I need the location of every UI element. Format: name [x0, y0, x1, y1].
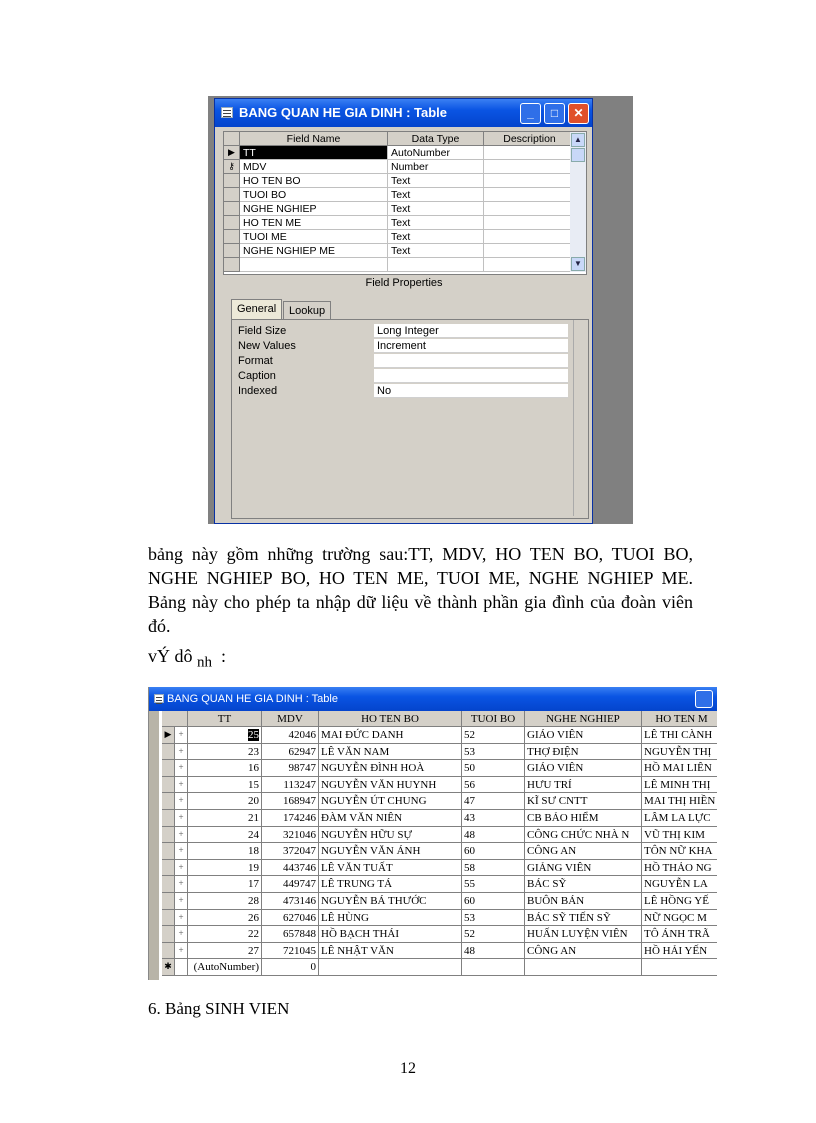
expand-icon[interactable]: +	[175, 744, 188, 761]
expand-icon[interactable]: +	[175, 777, 188, 794]
field-type-cell[interactable]: Number	[388, 160, 484, 174]
cell-nghe-nghiep[interactable]: BÁC SỸ	[525, 876, 642, 893]
field-row[interactable]	[224, 202, 576, 216]
cell-tuoi-bo[interactable]: 53	[462, 910, 525, 927]
maximize-button[interactable]: □	[544, 103, 565, 124]
cell-tt[interactable]: 28	[188, 893, 262, 910]
field-name-cell[interactable]: NGHE NGHIEP	[240, 202, 388, 216]
field-row[interactable]	[224, 146, 576, 160]
cell-tt[interactable]: 19	[188, 860, 262, 877]
cell-mdv[interactable]: 627046	[262, 910, 319, 927]
column-header[interactable]: Data Type	[388, 132, 484, 146]
field-description-cell[interactable]	[484, 146, 576, 160]
cell-mdv[interactable]: 168947	[262, 793, 319, 810]
property-value[interactable]: Increment	[374, 339, 568, 353]
cell-mdv[interactable]: 473146	[262, 893, 319, 910]
table-icon	[221, 107, 233, 118]
cell-tt[interactable]: 20	[188, 793, 262, 810]
row-selector[interactable]	[162, 810, 175, 827]
cell-mdv[interactable]: 449747	[262, 876, 319, 893]
design-view-screenshot	[208, 96, 633, 524]
column-header[interactable]: HO TEN M	[642, 711, 717, 727]
cell-nghe-nghiep[interactable]	[525, 959, 642, 976]
properties-panel	[231, 319, 589, 519]
property-label: Field Size	[238, 325, 287, 337]
table-icon	[154, 694, 164, 703]
cell-ho-ten-me[interactable]: MAI THỊ HIỀN	[642, 793, 717, 810]
cell-nghe-nghiep[interactable]: CB BẢO HIỂM	[525, 810, 642, 827]
cell-mdv[interactable]: 372047	[262, 843, 319, 860]
field-description-cell[interactable]	[484, 188, 576, 202]
field-row[interactable]	[224, 216, 576, 230]
cell-tuoi-bo[interactable]: 47	[462, 793, 525, 810]
field-description-cell[interactable]	[484, 174, 576, 188]
cell-mdv[interactable]: 443746	[262, 860, 319, 877]
property-label: Caption	[238, 370, 276, 382]
selected-value: 25	[248, 729, 259, 741]
cell-ho-ten-me[interactable]: LÊ MINH THỊ	[642, 777, 717, 794]
field-type-cell[interactable]: AutoNumber	[388, 146, 484, 160]
expand-icon[interactable]: +	[175, 926, 188, 943]
example-colon: :	[221, 646, 227, 666]
expand-icon[interactable]: +	[175, 793, 188, 810]
cell-ho-ten-me[interactable]: HỒ MAI LIÊN	[642, 760, 717, 777]
cell-mdv[interactable]: 657848	[262, 926, 319, 943]
field-row[interactable]	[224, 258, 576, 272]
cell-nghe-nghiep[interactable]: CÔNG AN	[525, 943, 642, 960]
expand-icon[interactable]: +	[175, 843, 188, 860]
cell-ho-ten-me[interactable]: NGUYỄN LA	[642, 876, 717, 893]
cell-tt[interactable]: 26	[188, 910, 262, 927]
cell-ho-ten-bo[interactable]: LÊ VĂN TUẤT	[319, 860, 462, 877]
window-edge	[149, 711, 159, 980]
expand-icon[interactable]: +	[175, 760, 188, 777]
close-button[interactable]: ✕	[568, 103, 589, 124]
cell-ho-ten-bo[interactable]: LÊ VĂN NAM	[319, 744, 462, 761]
cell-ho-ten-bo[interactable]: LÊ HÙNG	[319, 910, 462, 927]
cell-tuoi-bo[interactable]: 55	[462, 876, 525, 893]
row-selector-header	[224, 132, 240, 146]
cell-ho-ten-bo[interactable]: NGUYỄN HỮU SỰ	[319, 827, 462, 844]
tab-general[interactable]: General	[231, 299, 282, 320]
cell-tuoi-bo[interactable]: 48	[462, 827, 525, 844]
cell-nghe-nghiep[interactable]: GIẢNG VIÊN	[525, 860, 642, 877]
cell-tuoi-bo[interactable]: 43	[462, 810, 525, 827]
column-header[interactable]: Description	[484, 132, 576, 146]
property-row	[238, 354, 568, 369]
field-name-cell[interactable]: HO TEN BO	[240, 174, 388, 188]
field-name-cell[interactable]: NGHE NGHIEP ME	[240, 244, 388, 258]
cell-ho-ten-me[interactable]: TÔN NỮ KHA	[642, 843, 717, 860]
expand-icon[interactable]: +	[175, 860, 188, 877]
row-selector[interactable]	[224, 174, 240, 188]
property-value[interactable]	[374, 354, 568, 368]
field-row[interactable]	[224, 174, 576, 188]
expand-icon[interactable]: +	[175, 910, 188, 927]
cell-ho-ten-me[interactable]: LÊ HỒNG YẾ	[642, 893, 717, 910]
field-type-cell[interactable]: Text	[388, 216, 484, 230]
field-properties-label: Field Properties	[365, 277, 443, 289]
field-type-cell[interactable]: Text	[388, 188, 484, 202]
cell-ho-ten-bo[interactable]: LÊ TRUNG TÁ	[319, 876, 462, 893]
cell-tuoi-bo[interactable]: 48	[462, 943, 525, 960]
row-selector[interactable]	[162, 744, 175, 761]
cell-ho-ten-me[interactable]: HỒ THẢO NG	[642, 860, 717, 877]
expand-icon[interactable]: +	[175, 893, 188, 910]
row-selector[interactable]	[162, 827, 175, 844]
column-header[interactable]: TT	[188, 711, 262, 727]
current-row-icon[interactable]: ▶	[162, 727, 175, 744]
field-description-cell[interactable]	[484, 202, 576, 216]
cell-tt[interactable]	[188, 727, 262, 744]
cell-tt[interactable]: 23	[188, 744, 262, 761]
cell-tt[interactable]: 27	[188, 943, 262, 960]
cell-tuoi-bo[interactable]: 60	[462, 893, 525, 910]
cell-ho-ten-bo[interactable]: ĐÀM VĂN NIÊN	[319, 810, 462, 827]
property-value[interactable]	[374, 369, 568, 383]
cell-ho-ten-bo[interactable]: NGUYỄN BÁ THƯỚC	[319, 893, 462, 910]
cell-tt[interactable]: 17	[188, 876, 262, 893]
expand-icon[interactable]: +	[175, 810, 188, 827]
column-header[interactable]: MDV	[262, 711, 319, 727]
row-selector[interactable]	[162, 893, 175, 910]
cell-ho-ten-bo[interactable]: NGUYỄN ĐÌNH HOÀ	[319, 760, 462, 777]
row-selector[interactable]	[162, 860, 175, 877]
row-selector[interactable]	[162, 760, 175, 777]
cell-mdv[interactable]: 0	[262, 959, 319, 976]
field-row[interactable]	[224, 188, 576, 202]
row-selector[interactable]	[224, 258, 240, 272]
expand-icon[interactable]	[175, 959, 188, 976]
expand-icon[interactable]: +	[175, 876, 188, 893]
cell-nghe-nghiep[interactable]: GIÁO VIÊN	[525, 760, 642, 777]
field-name-cell[interactable]: TUOI BO	[240, 188, 388, 202]
cell-ho-ten-me[interactable]: HỒ HẢI YẾN	[642, 943, 717, 960]
field-name-cell[interactable]	[240, 258, 388, 272]
expand-icon[interactable]: +	[175, 827, 188, 844]
example-subscript: nh	[197, 654, 212, 671]
expand-icon[interactable]: +	[175, 943, 188, 960]
primary-key-icon[interactable]: ⚷	[224, 160, 240, 174]
property-row	[238, 324, 568, 339]
row-selector[interactable]	[162, 793, 175, 810]
cell-ho-ten-me[interactable]: LÊ THI CÀNH	[642, 727, 717, 744]
properties-scrollbar[interactable]	[573, 320, 588, 516]
window-title: BANG QUAN HE GIA DINH : Table	[239, 105, 448, 120]
page-number: 12	[400, 1060, 416, 1077]
cell-tt[interactable]: 21	[188, 810, 262, 827]
field-description-cell[interactable]	[484, 258, 576, 272]
scroll-down-icon[interactable]: ▼	[571, 257, 585, 271]
field-name-cell[interactable]: TUOI ME	[240, 230, 388, 244]
cell-ho-ten-bo[interactable]: NGUYỄN ÚT CHUNG	[319, 793, 462, 810]
field-description-cell[interactable]	[484, 160, 576, 174]
cell-tt[interactable]: 24	[188, 827, 262, 844]
example-heading	[148, 646, 226, 672]
cell-ho-ten-bo[interactable]	[319, 959, 462, 976]
property-value[interactable]: Long Integer	[374, 324, 568, 338]
row-selector[interactable]	[224, 216, 240, 230]
cell-ho-ten-bo[interactable]: LÊ NHẬT VĂN	[319, 943, 462, 960]
column-header[interactable]: Field Name	[240, 132, 388, 146]
cell-ho-ten-bo[interactable]: NGUYỄN VĂN ÁNH	[319, 843, 462, 860]
cell-tuoi-bo[interactable]: 50	[462, 760, 525, 777]
field-type-cell[interactable]	[388, 258, 484, 272]
minimize-button[interactable]: _	[520, 103, 541, 124]
cell-ho-ten-bo[interactable]: MAI ĐỨC DANH	[319, 727, 462, 744]
minimize-button[interactable]	[695, 690, 713, 708]
row-selector[interactable]	[162, 926, 175, 943]
datasheet-screenshot	[148, 687, 717, 980]
row-selector[interactable]	[162, 943, 175, 960]
field-type-cell[interactable]: Text	[388, 244, 484, 258]
vertical-scrollbar[interactable]	[570, 132, 586, 272]
tab-lookup[interactable]: Lookup	[283, 301, 331, 320]
property-label: Format	[238, 355, 273, 367]
title-bar	[215, 99, 592, 127]
cell-tuoi-bo[interactable]: 53	[462, 744, 525, 761]
cell-nghe-nghiep[interactable]: HUẤN LUYỆN VIÊN	[525, 926, 642, 943]
row-selector[interactable]	[162, 777, 175, 794]
property-label: New Values	[238, 340, 296, 352]
column-header[interactable]: HO TEN BO	[319, 711, 462, 727]
cell-nghe-nghiep[interactable]: BÁC SỸ TIẾN SỸ	[525, 910, 642, 927]
field-type-cell[interactable]: Text	[388, 174, 484, 188]
row-selector[interactable]	[224, 188, 240, 202]
expand-icon[interactable]: +	[175, 727, 188, 744]
cell-ho-ten-bo[interactable]: NGUYỄN VĂN HUYNH	[319, 777, 462, 794]
example-text: vÝ dô	[148, 646, 193, 666]
cell-nghe-nghiep[interactable]: KĨ SƯ CNTT	[525, 793, 642, 810]
field-row[interactable]	[224, 160, 576, 174]
column-header[interactable]: TUOI BO	[462, 711, 525, 727]
scroll-up-icon[interactable]: ▲	[571, 133, 585, 147]
cell-ho-ten-me[interactable]: LÂM LA LỰC	[642, 810, 717, 827]
cell-nghe-nghiep[interactable]: CÔNG CHỨC NHÀ N	[525, 827, 642, 844]
cell-mdv[interactable]: 174246	[262, 810, 319, 827]
cell-ho-ten-me[interactable]: VŨ THỊ KIM	[642, 827, 717, 844]
cell-tuoi-bo[interactable]: 60	[462, 843, 525, 860]
cell-ho-ten-me[interactable]: NỮ NGỌC M	[642, 910, 717, 927]
table-design-window	[214, 98, 593, 524]
cell-tt[interactable]: 15	[188, 777, 262, 794]
cell-ho-ten-bo[interactable]: HỒ BẠCH THÁI	[319, 926, 462, 943]
field-row[interactable]	[224, 230, 576, 244]
row-selector[interactable]	[224, 230, 240, 244]
property-row	[238, 384, 568, 399]
property-row	[238, 369, 568, 384]
cell-tuoi-bo[interactable]	[462, 959, 525, 976]
cell-tuoi-bo[interactable]: 52	[462, 727, 525, 744]
new-record-icon[interactable]: ✱	[162, 959, 175, 976]
field-description-cell[interactable]	[484, 216, 576, 230]
property-row	[238, 339, 568, 354]
scroll-thumb[interactable]	[571, 148, 585, 162]
field-name-cell[interactable]: TT	[240, 146, 388, 160]
description-paragraph: bảng này gồm những trường sau:TT, MDV, HO TEN BO, TUOI BO, NGHE NGHIEP BO, HO TEN ME, TUOI ME, NGHE NGHIEP ME. Bảng này cho phép ta nhập dữ liệu về thành phần gia đình của đoàn viên đó.	[148, 544, 693, 636]
row-selector[interactable]	[162, 876, 175, 893]
field-name-cell[interactable]: HO TEN ME	[240, 216, 388, 230]
cell-nghe-nghiep[interactable]: CÔNG AN	[525, 843, 642, 860]
field-description-cell[interactable]	[484, 244, 576, 258]
cell-tuoi-bo[interactable]: 52	[462, 926, 525, 943]
field-type-cell[interactable]: Text	[388, 202, 484, 216]
property-label: Indexed	[238, 385, 278, 397]
cell-mdv[interactable]: 42046	[262, 727, 319, 744]
cell-nghe-nghiep[interactable]: GIÁO VIÊN	[525, 727, 642, 744]
cell-nghe-nghiep[interactable]: BUÔN BÁN	[525, 893, 642, 910]
cell-ho-ten-me[interactable]: NGUYỄN THỊ	[642, 744, 717, 761]
datasheet-title: BANG QUAN HE GIA DINH : Table	[167, 693, 338, 705]
cell-tuoi-bo[interactable]: 58	[462, 860, 525, 877]
cell-mdv[interactable]: 62947	[262, 744, 319, 761]
cell-tt[interactable]: 18	[188, 843, 262, 860]
datasheet-title-bar	[149, 687, 717, 711]
cell-mdv[interactable]: 321046	[262, 827, 319, 844]
property-value[interactable]: No	[374, 384, 568, 398]
row-selector[interactable]	[224, 202, 240, 216]
field-grid	[223, 131, 587, 275]
row-selector[interactable]	[162, 843, 175, 860]
field-description-cell[interactable]	[484, 230, 576, 244]
cell-mdv[interactable]: 98747	[262, 760, 319, 777]
column-header[interactable]: NGHE NGHIEP	[525, 711, 642, 727]
cell-ho-ten-me[interactable]	[642, 959, 717, 976]
current-row-icon[interactable]: ▶	[224, 146, 240, 160]
cell-tt[interactable]: 16	[188, 760, 262, 777]
cell-nghe-nghiep[interactable]: HƯU TRÍ	[525, 777, 642, 794]
cell-nghe-nghiep[interactable]: THỢ ĐIỆN	[525, 744, 642, 761]
cell-mdv[interactable]: 113247	[262, 777, 319, 794]
cell-mdv[interactable]: 721045	[262, 943, 319, 960]
cell-tuoi-bo[interactable]: 56	[462, 777, 525, 794]
row-selector-header	[162, 711, 188, 727]
cell-tt[interactable]: 22	[188, 926, 262, 943]
field-name-cell[interactable]: MDV	[240, 160, 388, 174]
field-type-cell[interactable]: Text	[388, 230, 484, 244]
row-selector[interactable]	[162, 910, 175, 927]
row-selector[interactable]	[224, 244, 240, 258]
cell-tt[interactable]: (AutoNumber)	[188, 959, 262, 976]
field-row[interactable]	[224, 244, 576, 258]
cell-ho-ten-me[interactable]: TÔ ÁNH TRÃ	[642, 926, 717, 943]
section-heading: 6. Bảng SINH VIEN	[148, 999, 290, 1018]
